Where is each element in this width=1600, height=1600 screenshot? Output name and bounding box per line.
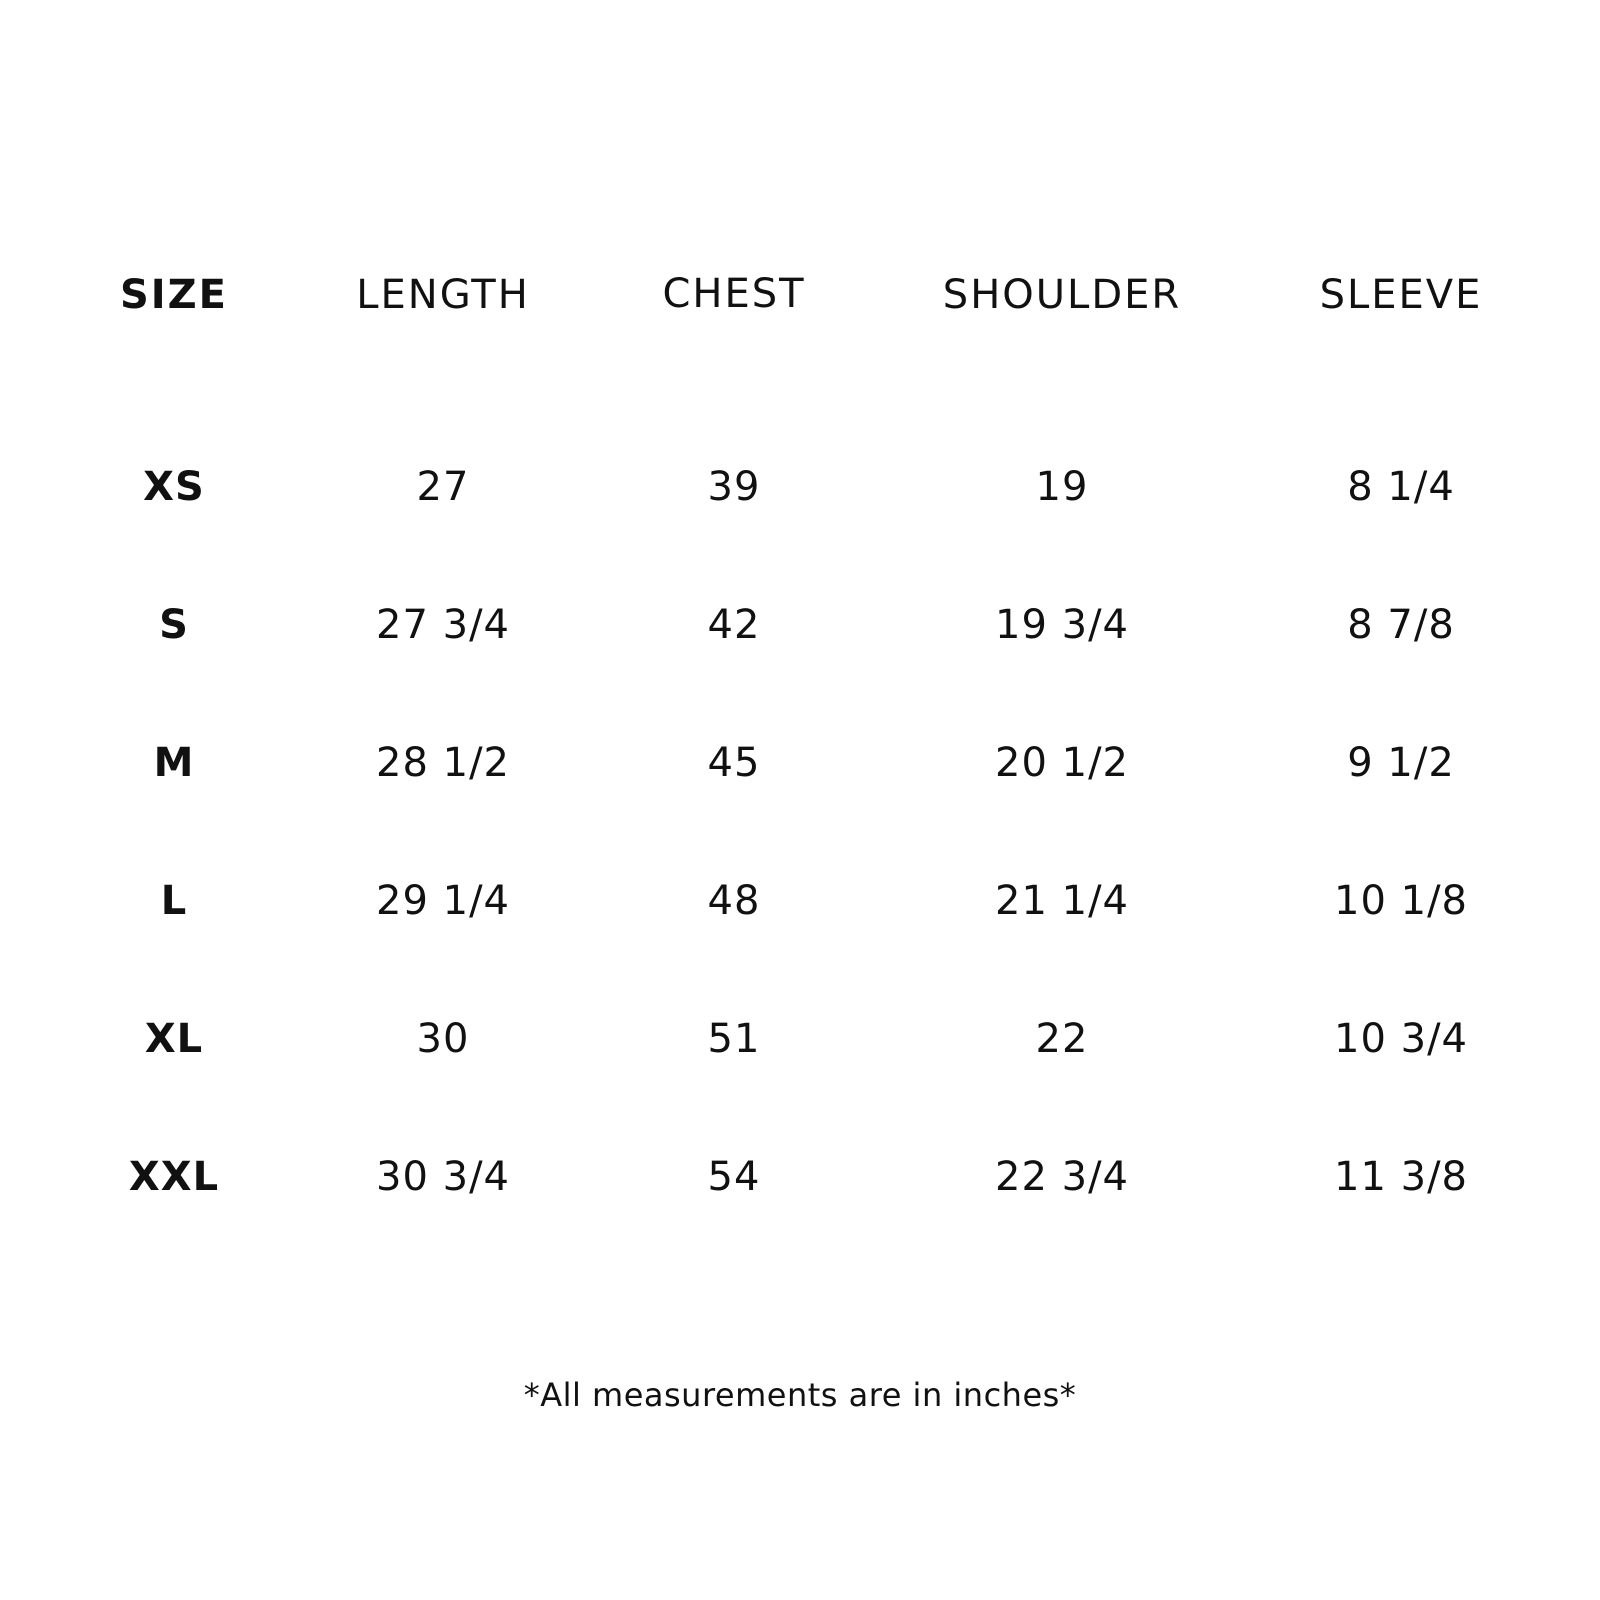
header-chest: CHEST (662, 271, 806, 317)
size-label: XL (144, 1016, 204, 1062)
shoulder-value: 19 (1035, 464, 1089, 510)
length-value: 27 3/4 (376, 602, 510, 648)
sleeve-value: 10 1/8 (1334, 878, 1468, 924)
size-label: S (159, 602, 189, 648)
length-value: 27 (416, 464, 470, 510)
shoulder-value: 21 1/4 (995, 878, 1129, 924)
size-label: XS (143, 464, 205, 510)
sleeve-value: 8 1/4 (1347, 464, 1455, 510)
header-sleeve: SLEEVE (1319, 272, 1483, 318)
header-size: SIZE (119, 272, 229, 318)
size-label: M (153, 740, 195, 786)
chest-value: 39 (707, 464, 761, 510)
sleeve-value: 9 1/2 (1347, 740, 1455, 786)
shoulder-value: 20 1/2 (995, 740, 1129, 786)
chest-value: 45 (707, 740, 761, 786)
sleeve-value: 10 3/4 (1334, 1016, 1468, 1062)
chest-value: 48 (707, 878, 761, 924)
header-length: LENGTH (356, 272, 530, 318)
chest-value: 51 (707, 1016, 761, 1062)
sleeve-value: 8 7/8 (1347, 602, 1455, 648)
chest-value: 54 (707, 1154, 761, 1200)
length-value: 29 1/4 (376, 878, 510, 924)
header-shoulder: SHOULDER (942, 272, 1182, 318)
size-label: XXL (128, 1154, 220, 1200)
size-label: L (160, 878, 188, 924)
sleeve-value: 11 3/8 (1334, 1154, 1468, 1200)
shoulder-value: 22 3/4 (995, 1154, 1129, 1200)
length-value: 30 (416, 1016, 470, 1062)
length-value: 30 3/4 (376, 1154, 510, 1200)
length-value: 28 1/2 (376, 740, 510, 786)
measurement-footnote: *All measurements are in inches* (523, 1376, 1077, 1414)
chest-value: 42 (707, 602, 761, 648)
shoulder-value: 22 (1035, 1016, 1089, 1062)
shoulder-value: 19 3/4 (995, 602, 1129, 648)
